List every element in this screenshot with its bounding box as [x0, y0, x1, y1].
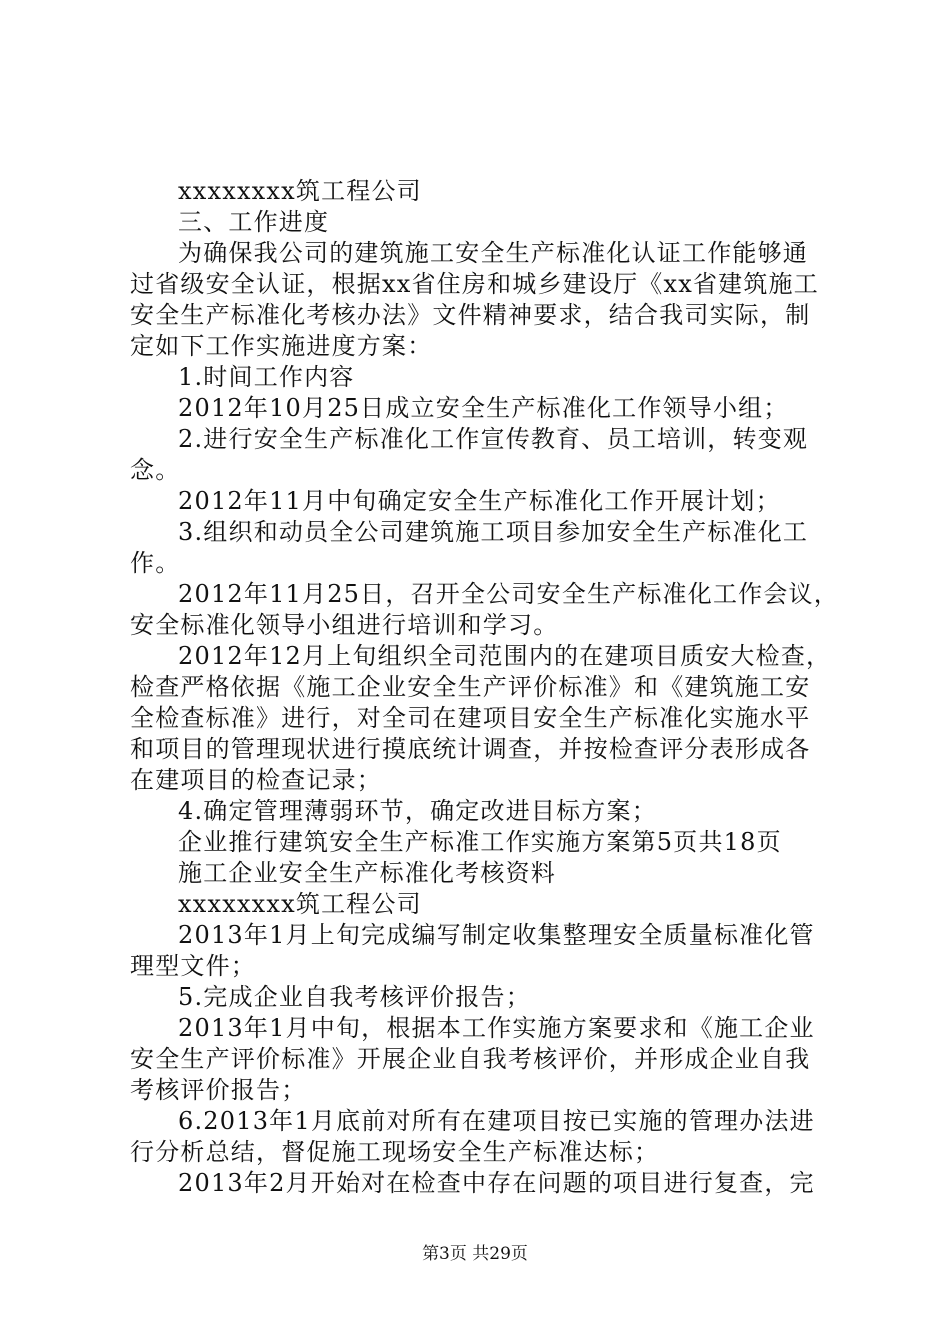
paragraph-line: 2013年1月上旬完成编写制定收集整理安全质量标准化管 — [178, 921, 815, 949]
paragraph-line: 安全生产标准化考核办法》文件精神要求，结合我司实际，制 — [130, 301, 811, 329]
paragraph-line: 4.确定管理薄弱环节，确定改进目标方案； — [178, 797, 657, 825]
page-number-footer: 第3页 共29页 — [422, 1244, 528, 1264]
paragraph-line: 1.时间工作内容 — [178, 363, 355, 391]
paragraph-line: 2012年10月25日成立安全生产标准化工作领导小组； — [178, 394, 789, 422]
section-heading: 三、工作进度 — [178, 208, 330, 236]
company-name-line: xxxxxxxx筑工程公司 — [178, 890, 422, 918]
paragraph-line: 3.组织和动员全公司建筑施工项目参加安全生产标准化工 — [178, 518, 809, 546]
paragraph-line: 2012年12月上旬组织全司范围内的在建项目质安大检查， — [178, 642, 832, 670]
paragraph-line: 全检查标准》进行，对全司在建项目安全生产标准化实施水平 — [130, 704, 811, 732]
paragraph-line: 企业推行建筑安全生产标准工作实施方案第5页共18页 — [178, 828, 782, 856]
paragraph-line: 念。 — [130, 456, 181, 484]
paragraph-line: 2013年1月中旬，根据本工作实施方案要求和《施工企业 — [178, 1014, 815, 1042]
paragraph-line: 2013年2月开始对在检查中存在问题的项目进行复查，完 — [178, 1169, 815, 1197]
paragraph-line: 施工企业安全生产标准化考核资料 — [178, 859, 556, 887]
paragraph-line: 安全生产评价标准》开展企业自我考核评价，并形成企业自我 — [130, 1045, 811, 1073]
paragraph-line: 为确保我公司的建筑施工安全生产标准化认证工作能够通 — [178, 239, 808, 267]
paragraph-line: 在建项目的检查记录； — [130, 766, 382, 794]
paragraph-line: 2.进行安全生产标准化工作宣传教育、员工培训，转变观 — [178, 425, 809, 453]
company-name-line: xxxxxxxx筑工程公司 — [178, 177, 422, 205]
paragraph-line: 定如下工作实施进度方案： — [130, 332, 433, 360]
paragraph-line: 行分析总结，督促施工现场安全生产标准达标； — [130, 1138, 660, 1166]
paragraph-line: 作。 — [130, 549, 181, 577]
paragraph-line: 检查严格依据《施工企业安全生产评价标准》和《建筑施工安 — [130, 673, 811, 701]
paragraph-line: 2012年11月中旬确定安全生产标准化工作开展计划； — [178, 487, 781, 515]
paragraph-line: 过省级安全认证，根据xx省住房和城乡建设厅《xx省建筑施工 — [130, 270, 819, 298]
paragraph-line: 6.2013年1月底前对所有在建项目按已实施的管理办法进 — [178, 1107, 815, 1135]
paragraph-line: 2012年11月25日，召开全公司安全生产标准化工作会议， — [178, 580, 839, 608]
paragraph-line: 和项目的管理现状进行摸底统计调查，并按检查评分表形成各 — [130, 735, 811, 763]
paragraph-line: 理型文件； — [130, 952, 256, 980]
paragraph-line: 5.完成企业自我考核评价报告； — [178, 983, 531, 1011]
paragraph-line: 安全标准化领导小组进行培训和学习。 — [130, 611, 559, 639]
paragraph-line: 考核评价报告； — [130, 1076, 307, 1104]
